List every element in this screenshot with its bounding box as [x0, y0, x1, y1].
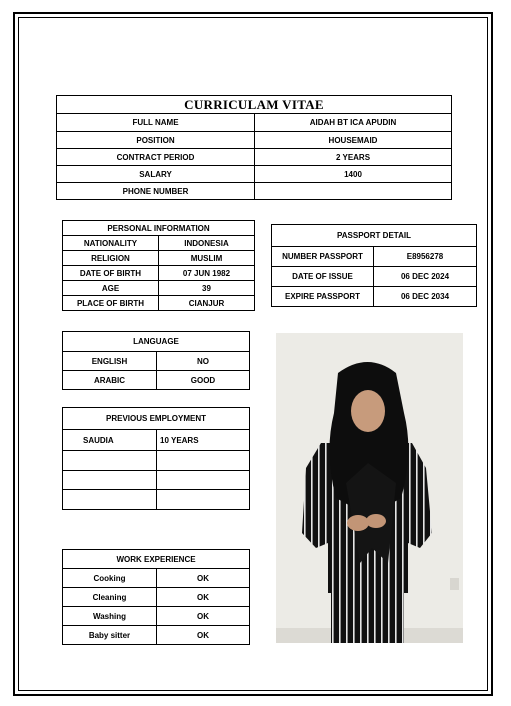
contract-period-label: CONTRACT PERIOD	[57, 149, 255, 166]
cooking-label: Cooking	[63, 569, 157, 588]
table-row	[57, 132, 452, 149]
expire-passport-label: EXPIRE PASSPORT	[272, 287, 374, 307]
employment-country: SAUDIA	[63, 430, 157, 451]
full-name-value: AIDAH BT ICA APUDIN	[255, 114, 452, 132]
work-experience-table	[62, 549, 250, 645]
table-row	[63, 236, 255, 251]
table-row	[57, 183, 452, 200]
position-label: POSITION	[57, 132, 255, 149]
cleaning-label: Cleaning	[63, 588, 157, 607]
religion-value: MUSLIM	[159, 251, 255, 266]
passport-number-label: NUMBER PASSPORT	[272, 247, 374, 267]
table-row	[63, 588, 250, 607]
employment-empty-cell	[63, 490, 157, 510]
baby-sitter-value: OK	[157, 626, 250, 645]
table-row	[63, 352, 250, 371]
previous-employment-heading: PREVIOUS EMPLOYMENT	[63, 408, 250, 430]
employment-empty-cell	[157, 471, 250, 490]
work-experience-heading: WORK EXPERIENCE	[63, 550, 250, 569]
table-row	[63, 490, 250, 510]
table-row	[57, 114, 452, 132]
cv-summary-table	[56, 95, 452, 200]
contract-period-value: 2 YEARS	[255, 149, 452, 166]
personal-information-table	[62, 220, 255, 311]
salary-value: 1400	[255, 166, 452, 183]
nationality-label: NATIONALITY	[63, 236, 159, 251]
age-value: 39	[159, 281, 255, 296]
age-label: AGE	[63, 281, 159, 296]
english-label: ENGLISH	[63, 352, 157, 371]
phone-number-value	[255, 183, 452, 200]
nationality-value: INDONESIA	[159, 236, 255, 251]
employment-empty-cell	[63, 451, 157, 471]
passport-number-value: E8956278	[374, 247, 477, 267]
table-row	[63, 430, 250, 451]
salary-label: SALARY	[57, 166, 255, 183]
previous-employment-table	[62, 407, 250, 510]
table-row	[63, 266, 255, 281]
place-of-birth-label: PLACE OF BIRTH	[63, 296, 159, 311]
candidate-photo	[276, 333, 463, 643]
document-title: CURRICULAM VITAE	[57, 96, 452, 114]
washing-label: Washing	[63, 607, 157, 626]
table-row	[63, 281, 255, 296]
date-of-issue-value: 06 DEC 2024	[374, 267, 477, 287]
table-row	[63, 607, 250, 626]
passport-detail-heading: PASSPORT DETAIL	[272, 225, 477, 247]
cooking-value: OK	[157, 569, 250, 588]
personal-information-heading: PERSONAL INFORMATION	[63, 221, 255, 236]
employment-empty-cell	[63, 471, 157, 490]
table-row	[63, 371, 250, 390]
table-row	[63, 451, 250, 471]
table-row	[63, 626, 250, 645]
table-row	[63, 296, 255, 311]
english-value: NO	[157, 352, 250, 371]
table-row	[57, 166, 452, 183]
employment-empty-cell	[157, 490, 250, 510]
washing-value: OK	[157, 607, 250, 626]
table-row	[63, 251, 255, 266]
table-row	[57, 149, 452, 166]
place-of-birth-value: CIANJUR	[159, 296, 255, 311]
language-table	[62, 331, 250, 390]
religion-label: RELIGION	[63, 251, 159, 266]
employment-empty-cell	[157, 451, 250, 471]
employment-duration: 10 YEARS	[157, 430, 250, 451]
position-value: HOUSEMAID	[255, 132, 452, 149]
language-heading: LANGUAGE	[63, 332, 250, 352]
arabic-value: GOOD	[157, 371, 250, 390]
expire-passport-value: 06 DEC 2034	[374, 287, 477, 307]
table-row	[63, 471, 250, 490]
table-row	[63, 569, 250, 588]
cleaning-value: OK	[157, 588, 250, 607]
table-row	[272, 267, 477, 287]
table-row	[272, 247, 477, 267]
baby-sitter-label: Baby sitter	[63, 626, 157, 645]
date-of-birth-value: 07 JUN 1982	[159, 266, 255, 281]
full-name-label: FULL NAME	[57, 114, 255, 132]
date-of-birth-label: DATE OF BIRTH	[63, 266, 159, 281]
table-row	[272, 287, 477, 307]
passport-detail-table	[271, 224, 477, 307]
arabic-label: ARABIC	[63, 371, 157, 390]
phone-number-label: PHONE NUMBER	[57, 183, 255, 200]
date-of-issue-label: DATE OF ISSUE	[272, 267, 374, 287]
